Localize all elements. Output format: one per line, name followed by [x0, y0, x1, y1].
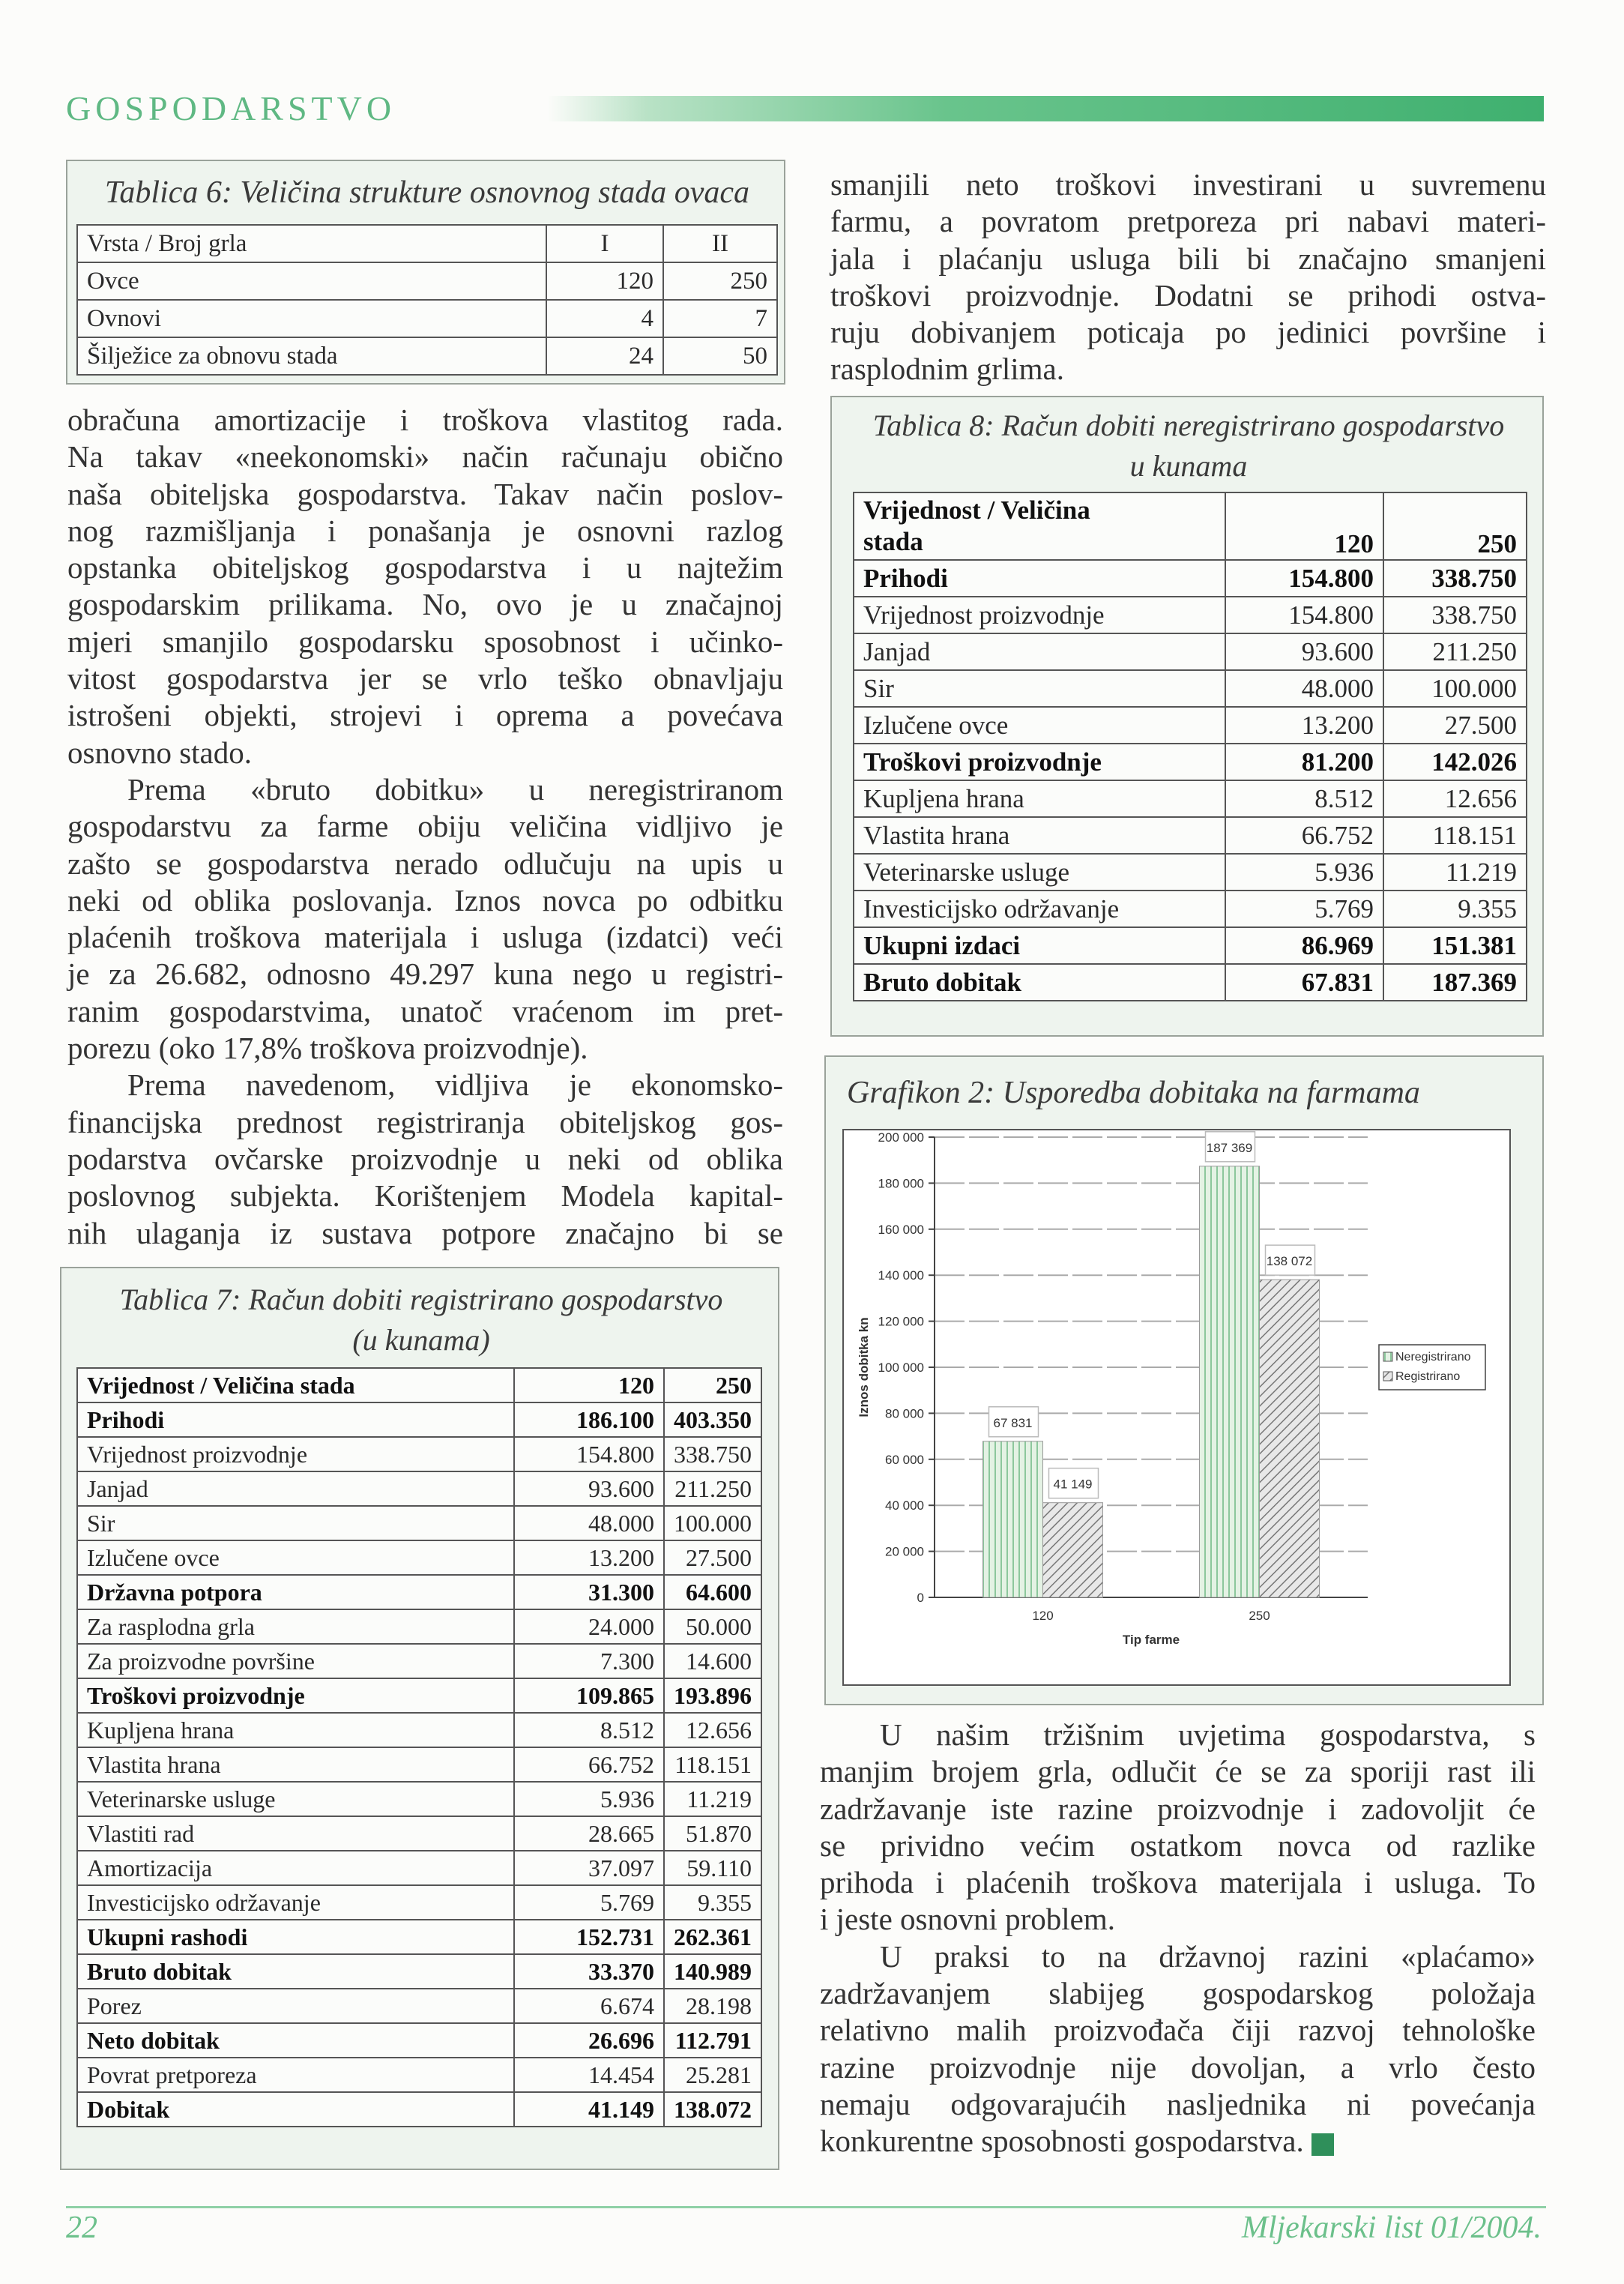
legend-label: Registrirano [1395, 1370, 1461, 1383]
table-row [854, 633, 1527, 670]
data-label: 67 831 [993, 1415, 1033, 1430]
table-cell: 28.665 [514, 1816, 664, 1851]
table8-box [830, 396, 1544, 1037]
bar-registrirano-120 [1043, 1503, 1103, 1597]
text-line: financijska prednost registriranja obiteljskog gos- [67, 1104, 783, 1139]
chart-frame [843, 1130, 1510, 1685]
table-cell: 5.769 [514, 1885, 664, 1920]
table-cell: 338.750 [1383, 597, 1527, 633]
table-cell: 100.000 [664, 1506, 761, 1540]
table-cell: Prihodi [77, 1402, 514, 1437]
text-line: razine proizvodnje nije dovoljan, a vrlo često [820, 2049, 1536, 2085]
table-cell: 27.500 [1383, 707, 1527, 744]
table-row [77, 1644, 761, 1678]
table-cell: 338.750 [664, 1437, 761, 1471]
table-cell: 25.281 [664, 2058, 761, 2092]
table-cell: 6.674 [514, 1989, 664, 2023]
data-label: 41 149 [1053, 1477, 1093, 1492]
table-cell: Šilježice za obnovu stada [77, 337, 546, 375]
table-cell: 41.149 [514, 2092, 664, 2127]
table8 [853, 492, 1527, 1001]
table-cell: 86.969 [1225, 927, 1383, 964]
text-line: nemaju odgovarajućih nasljednika ni povećanja [820, 2086, 1536, 2121]
table-cell: 187.369 [1383, 964, 1527, 1001]
table-cell: 154.800 [514, 1437, 664, 1471]
table-cell: 112.791 [664, 2023, 761, 2058]
table-row [77, 1920, 761, 1954]
table-row [854, 854, 1527, 891]
table-row [77, 1678, 761, 1713]
table-cell: 186.100 [514, 1402, 664, 1437]
table8-caption-unit: u kunama [1129, 449, 1248, 483]
table-row [77, 1402, 761, 1437]
table-cell: 9.355 [664, 1885, 761, 1920]
left-column-text [67, 402, 783, 1252]
legend-swatch-registrirano [1383, 1372, 1392, 1381]
table-cell: 154.800 [1225, 560, 1383, 597]
y-tick-label: 0 [917, 1591, 924, 1605]
table-header-row [854, 492, 1527, 560]
table-row [77, 262, 777, 300]
table6-caption: Tablica 6: Veličina strukture osnovnog stada ovaca [104, 175, 750, 210]
text-line: i jeste osnovni problem. [820, 1902, 1116, 1937]
table-cell: 93.600 [514, 1471, 664, 1506]
table-cell: 64.600 [664, 1575, 761, 1609]
table-cell: 27.500 [664, 1540, 761, 1575]
table-cell: Troškovi proizvodnje [77, 1678, 514, 1713]
text-line: ruju dobivanjem poticaja po jedinici površine i [830, 315, 1546, 350]
right-column-top-text [830, 166, 1546, 388]
table-cell: 24.000 [514, 1609, 664, 1644]
text-line: troškovi proizvodnje. Dodatni se prihodi ostva- [830, 277, 1546, 313]
table-cell: 100.000 [1383, 670, 1527, 707]
table-cell: 154.800 [1225, 597, 1383, 633]
table-row [854, 670, 1527, 707]
table-row [854, 927, 1527, 964]
table-cell: 250 [663, 262, 777, 300]
table-row [854, 964, 1527, 1001]
y-tick-label: 80 000 [885, 1406, 924, 1421]
x-tick-label: 120 [1032, 1609, 1054, 1623]
page-number: 22 [66, 2211, 97, 2245]
table-cell: Vrijednost proizvodnje [854, 597, 1225, 633]
table7 [76, 1367, 762, 2127]
table-row [77, 1540, 761, 1575]
table7-caption: Tablica 7: Račun dobiti registrirano gospodarstvo [119, 1283, 723, 1316]
table-cell: Kupljena hrana [854, 780, 1225, 817]
table-cell: 8.512 [514, 1713, 664, 1747]
table-cell: 118.151 [664, 1747, 761, 1782]
text-line: naša obiteljska gospodarstva. Takav način poslov- [67, 476, 783, 511]
text-line: mjeri smanjilo gospodarsku sposobnost i učinko- [67, 624, 783, 659]
table-cell: Amortizacija [77, 1851, 514, 1885]
table-cell: Državna potpora [77, 1575, 514, 1609]
table-cell: Vlastita hrana [77, 1747, 514, 1782]
table-cell: Sir [854, 670, 1225, 707]
table-cell: 11.219 [1383, 854, 1527, 891]
table-cell: Bruto dobitak [77, 1954, 514, 1989]
table-cell: Izlučene ovce [854, 707, 1225, 744]
table-cell: 93.600 [1225, 633, 1383, 670]
table-row [854, 891, 1527, 927]
bar-registrirano-250 [1260, 1280, 1320, 1597]
table-cell: Investicijsko održavanje [854, 891, 1225, 927]
text-line: rasplodnim grlima. [830, 352, 1065, 387]
table-row [854, 560, 1527, 597]
table-row [77, 225, 777, 262]
table-cell: 120 [514, 1368, 664, 1402]
text-line: je za 26.682, odnosno 49.297 kuna nego u registri- [67, 956, 783, 992]
table-row [77, 1471, 761, 1506]
table-cell: 59.110 [664, 1851, 761, 1885]
table-cell: 13.200 [1225, 707, 1383, 744]
table8-caption: Tablica 8: Račun dobiti neregistrirano gospodarstvo [872, 409, 1505, 442]
table-cell: 403.350 [664, 1402, 761, 1437]
table7-caption-unit: (u kunama) [352, 1323, 490, 1357]
table-row [854, 780, 1527, 817]
table-cell: Janjad [77, 1471, 514, 1506]
y-tick-label: 20 000 [885, 1544, 924, 1559]
table-cell: 140.989 [664, 1954, 761, 1989]
data-label: 187 369 [1206, 1140, 1253, 1155]
table-cell: Veterinarske usluge [854, 854, 1225, 891]
table-header-cell: 250 [1383, 492, 1527, 560]
table-row [854, 707, 1527, 744]
table-cell: 250 [664, 1368, 761, 1402]
table-cell: Vlastiti rad [77, 1816, 514, 1851]
text-line: vitost gospodarstva jer se vrlo teško obnavljaju [67, 661, 783, 696]
text-line: osnovno stado. [67, 735, 252, 770]
table-cell: 338.750 [1383, 560, 1527, 597]
text-line: manjim brojem grla, odlučit će se za sporiji rast ili [820, 1754, 1536, 1789]
table-row [77, 2023, 761, 2058]
legend-label: Neregistrirano [1395, 1351, 1471, 1364]
table-cell: 5.936 [1225, 854, 1383, 891]
right-column-bottom-text [820, 1717, 1536, 2160]
table6 [76, 224, 778, 376]
bar-chart [826, 1057, 1542, 1704]
table-row [77, 1506, 761, 1540]
table-cell: Troškovi proizvodnje [854, 744, 1225, 780]
table-cell: 11.219 [664, 1782, 761, 1816]
table-row [77, 1747, 761, 1782]
journal-name: Mljekarski list 01/2004. [1241, 2211, 1542, 2245]
x-axis-label: Tip farme [1122, 1633, 1180, 1647]
table-cell: 120 [546, 262, 663, 300]
table-cell: 50 [663, 337, 777, 375]
table-row [77, 1437, 761, 1471]
chart-box [824, 1055, 1544, 1705]
text-line: smanjili neto troškovi investirani u suvremenu [830, 167, 1546, 202]
header-text: Vrijednost / Veličina [863, 495, 1090, 525]
table-cell: 211.250 [664, 1471, 761, 1506]
x-tick-label: 250 [1249, 1609, 1270, 1623]
table-cell: 211.250 [1383, 633, 1527, 670]
text-line: nih ulaganja iz sustava potpore značajno bi se [67, 1215, 783, 1250]
table-cell: 8.512 [1225, 780, 1383, 817]
text-line: U praksi to na državnoj razini «plaćamo» [880, 1938, 1536, 1974]
y-tick-label: 100 000 [878, 1361, 924, 1375]
table-cell: 66.752 [514, 1747, 664, 1782]
table-row [77, 1609, 761, 1644]
text-line: farmu, a povratom pretporeza pri nabavi materi- [830, 204, 1546, 239]
text-line: poslovnog subjekta. Korištenjem Modela kapital- [67, 1178, 783, 1214]
table-header-cell: Vrsta / Broj grla [77, 225, 546, 262]
table-cell: 48.000 [1225, 670, 1383, 707]
table-cell: 118.151 [1383, 817, 1527, 854]
text-line: U našim tržišnim uvjetima gospodarstva, s [880, 1717, 1536, 1752]
text-line: Prema navedenom, vidljiva je ekonomsko- [127, 1067, 783, 1103]
chart-title: Grafikon 2: Usporedba dobitaka na farmama [847, 1076, 1420, 1110]
table-cell: 152.731 [514, 1920, 664, 1954]
y-axis-label: Iznos dobitka kn [857, 1317, 871, 1417]
table-cell: 7 [663, 300, 777, 337]
table-cell: 5.936 [514, 1782, 664, 1816]
data-label: 138 072 [1266, 1254, 1313, 1269]
paragraph [67, 402, 783, 771]
text-line: relativno malih proizvođača čiji razvoj tehnološke [820, 2013, 1536, 2048]
text-line: gospodarstvu za farme obiju veličina vidljivo je [67, 809, 783, 844]
table-cell: Investicijsko održavanje [77, 1885, 514, 1920]
table-row [77, 1782, 761, 1816]
table-header-cell: I [546, 225, 663, 262]
table-cell: 109.865 [514, 1678, 664, 1713]
table-cell: 81.200 [1225, 744, 1383, 780]
table-cell: 51.870 [664, 1816, 761, 1851]
end-of-article-mark [1311, 2133, 1334, 2156]
table-cell: Neto dobitak [77, 2023, 514, 2058]
text-line: podarstva ovčarske proizvodnje u neki od oblika [67, 1141, 783, 1176]
table-cell: 67.831 [1225, 964, 1383, 1001]
text-line: prihoda i plaćenih troškova materijala i usluga. To [820, 1865, 1536, 1900]
table-cell: Izlučene ovce [77, 1540, 514, 1575]
table-row [854, 597, 1527, 633]
table-row [77, 1368, 761, 1402]
table-row [77, 2092, 761, 2127]
header-text: stada [863, 527, 923, 556]
bar-neregistrirano-250 [1200, 1166, 1260, 1597]
table-cell: 24 [546, 337, 663, 375]
table-cell: 31.300 [514, 1575, 664, 1609]
y-tick-label: 60 000 [885, 1452, 924, 1467]
paragraph [67, 1067, 783, 1251]
table-cell: 138.072 [664, 2092, 761, 2127]
y-tick-label: 140 000 [878, 1268, 924, 1283]
table-cell: 66.752 [1225, 817, 1383, 854]
table-cell: 151.381 [1383, 927, 1527, 964]
table-row [77, 300, 777, 337]
table-cell: 5.769 [1225, 891, 1383, 927]
table-row [854, 817, 1527, 854]
footer-divider [66, 2206, 1546, 2208]
table-cell: Vlastita hrana [854, 817, 1225, 854]
table-cell: 37.097 [514, 1851, 664, 1885]
table-header-cell: 120 [1225, 492, 1383, 560]
text-line: Na takav «neekonomski» način računaju obično [67, 439, 783, 474]
y-tick-label: 120 000 [878, 1314, 924, 1329]
paragraph [67, 771, 783, 1067]
table-cell: Porez [77, 1989, 514, 2023]
table-cell: Za rasplodna grla [77, 1609, 514, 1644]
table-row [77, 1713, 761, 1747]
paragraph [820, 1717, 1536, 1938]
text-line: opstanka obiteljskog gospodarstva i u najtežim [67, 550, 783, 585]
table-cell: 12.656 [1383, 780, 1527, 817]
paragraph [830, 166, 1546, 388]
table-cell: 9.355 [1383, 891, 1527, 927]
table6-box [66, 160, 785, 385]
table-cell: 50.000 [664, 1609, 761, 1644]
table-cell: 12.656 [664, 1713, 761, 1747]
text-line: nog razmišljanja i ponašanja je osnovni razlog [67, 513, 783, 548]
table-cell: 262.361 [664, 1920, 761, 1954]
table-cell: Bruto dobitak [854, 964, 1225, 1001]
text-line: porezu (oko 17,8% troškova proizvodnje). [67, 1031, 588, 1066]
text-line: zašto se gospodarstva nerado odlučuju na upis u [67, 846, 783, 881]
table-row [77, 1885, 761, 1920]
table-cell: 14.454 [514, 2058, 664, 2092]
bar-neregistrirano-120 [983, 1441, 1043, 1597]
table-cell: 13.200 [514, 1540, 664, 1575]
table-cell: Vrijednost / Veličina stada [77, 1368, 514, 1402]
table-row [854, 744, 1527, 780]
table-row [77, 1989, 761, 2023]
paragraph [820, 1938, 1536, 2160]
table-cell: Prihodi [854, 560, 1225, 597]
table-cell: 4 [546, 300, 663, 337]
table-header-cell [854, 492, 1225, 560]
table-cell: Povrat pretporeza [77, 2058, 514, 2092]
table-cell: Kupljena hrana [77, 1713, 514, 1747]
table-cell: Ovnovi [77, 300, 546, 337]
table-cell: Janjad [854, 633, 1225, 670]
text-line: istrošeni objekti, strojevi i oprema a povećava [67, 698, 783, 733]
text-line: konkurentne sposobnosti gospodarstva. [820, 2123, 1536, 2160]
table-cell: Ovce [77, 262, 546, 300]
y-tick-label: 160 000 [878, 1222, 924, 1237]
table-header-cell: II [663, 225, 777, 262]
text-line: gospodarskim prilikama. No, ovo je u značajnoj [67, 587, 783, 622]
text-line: Prema «bruto dobitku» u neregistriranom [127, 771, 783, 807]
table-cell: 14.600 [664, 1644, 761, 1678]
table-cell: 48.000 [514, 1506, 664, 1540]
text-line: obračuna amortizacije i troškova vlastitog rada. [67, 403, 783, 437]
text-line: zadržavanje iste razine proizvodnje i zadovoljit će [820, 1791, 1536, 1826]
table-cell: Za proizvodne površine [77, 1644, 514, 1678]
text-line: neki od oblika poslovanja. Iznos novca po odbitku [67, 882, 783, 917]
table-cell: Ukupni izdaci [854, 927, 1225, 964]
table-cell: 28.198 [664, 1989, 761, 2023]
text-line: jala i plaćanju usluga bili bi značajno smanjeni [830, 241, 1546, 276]
table-cell: 193.896 [664, 1678, 761, 1713]
header-bar [547, 96, 1544, 121]
table-cell: Vrijednost proizvodnje [77, 1437, 514, 1471]
table-cell: 142.026 [1383, 744, 1527, 780]
table7-box [60, 1267, 779, 2170]
table-cell: 33.370 [514, 1954, 664, 1989]
table-row [77, 1575, 761, 1609]
table-cell: Ukupni rashodi [77, 1920, 514, 1954]
table-row [77, 1954, 761, 1989]
y-tick-label: 40 000 [885, 1498, 924, 1513]
y-tick-label: 200 000 [878, 1130, 924, 1145]
table-row [77, 2058, 761, 2092]
table-row [77, 337, 777, 375]
table-cell: 26.696 [514, 2023, 664, 2058]
table-cell: Dobitak [77, 2092, 514, 2127]
table-cell: Veterinarske usluge [77, 1782, 514, 1816]
table-row [77, 1816, 761, 1851]
table-cell: 7.300 [514, 1644, 664, 1678]
y-tick-label: 180 000 [878, 1176, 924, 1191]
table-cell: Sir [77, 1506, 514, 1540]
text-line: plaćenih troškova materijala i usluga (izdatci) veći [67, 920, 783, 955]
text-line: ranim gospodarstvima, unatoč vraćenom im pret- [67, 993, 783, 1028]
legend-swatch-neregistrirano [1383, 1352, 1392, 1361]
text-line: se prividno većim ostatkom novca od razlike [820, 1827, 1536, 1863]
section-title: GOSPODARSTVO [66, 89, 396, 127]
table-row [77, 1851, 761, 1885]
text-line: zadržavanjem slabijeg gospodarskog položaja [820, 1976, 1536, 2011]
